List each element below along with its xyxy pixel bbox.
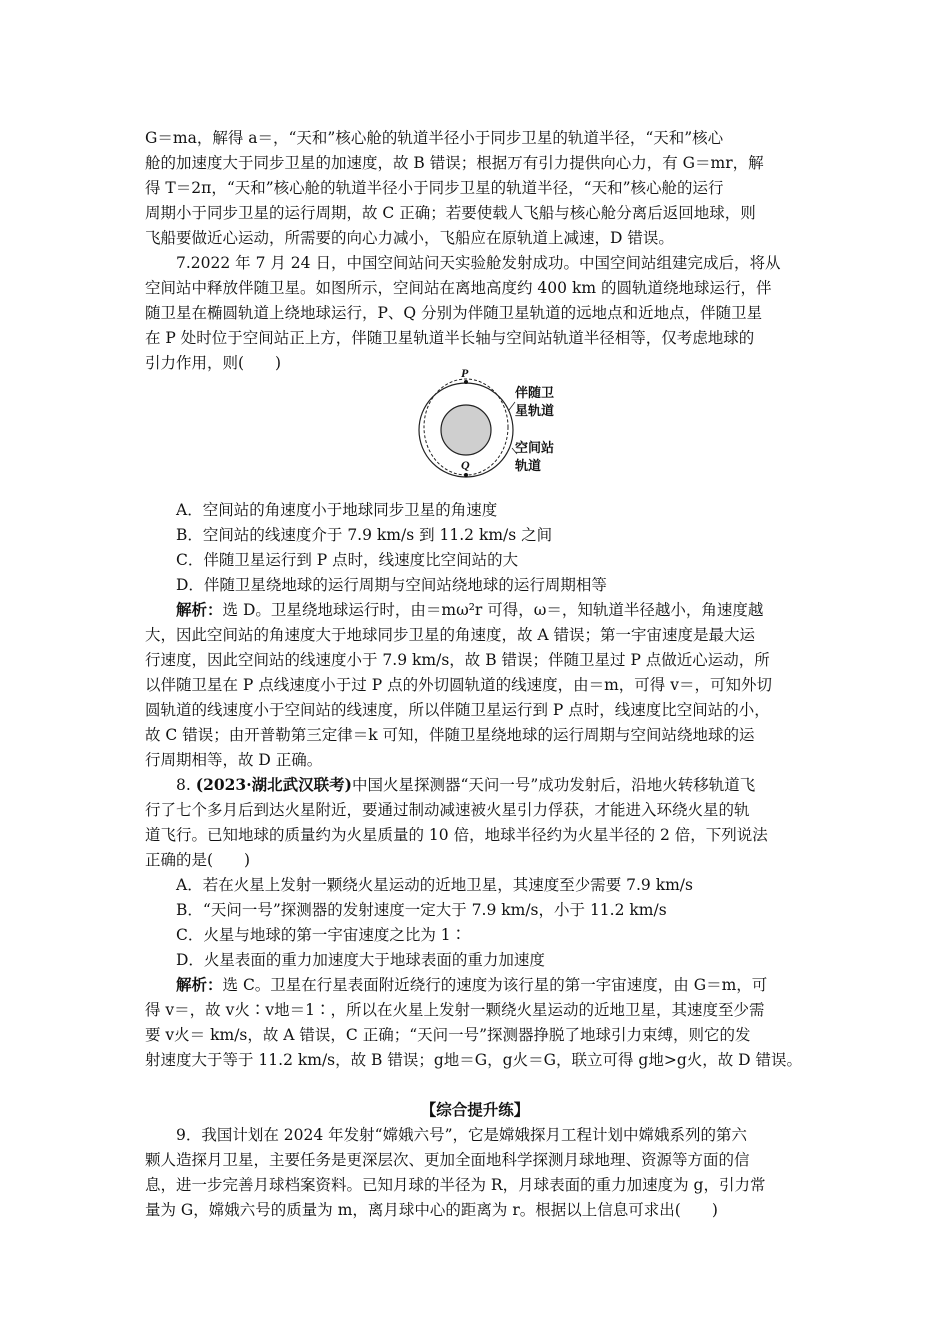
- q8-stem-first: 中国火星探测器“天问一号”成功发射后，沿地火转移轨道飞: [351, 776, 756, 794]
- solution-label: 解析：: [176, 975, 223, 994]
- q7-stem-line: 在 P 处时位于空间站正上方，伴随卫星轨道半长轴与空间站轨道半径相等，仅考虑地球的: [145, 329, 755, 347]
- q8-solution-line: 要 v火＝ km/s，故 A 错误，C 正确；“天问一号”探测器挣脱了地球引力束缚，则它的发: [145, 1026, 751, 1044]
- q7-stem-line: 随卫星在椭圆轨道上绕地球运行，P、Q 分别为伴随卫星轨道的远地点和近地点，伴随卫星: [145, 304, 763, 322]
- prev-solution-line: 舱的加速度大于同步卫星的加速度，故 B 错误；根据万有引力提供向心力，有 G＝mr，解: [145, 154, 764, 172]
- q9-stem-line: 颗人造探月卫星，主要任务是更深层次、更加全面地科学探测月球地理、资源等方面的信: [145, 1151, 750, 1169]
- q7-option-a: A．空间站的角速度小于地球同步卫星的角速度: [176, 501, 498, 519]
- q7-solution-line: [176, 598, 846, 622]
- companion-orbit-label: 星轨道: [515, 404, 555, 419]
- station-orbit-label: 空间站: [515, 441, 555, 456]
- q7-solution-line: 大，因此空间站的角速度大于地球同步卫星的角速度，故 A 错误；第一宇宙速度是最大运: [145, 626, 756, 644]
- q8-option-d: D．火星表面的重力加速度大于地球表面的重力加速度: [176, 951, 545, 969]
- q7-solution-line: 圆轨道的线速度小于空间站的线速度，所以伴随卫星运行到 P 点时，线速度比空间站的小，: [145, 701, 770, 719]
- solution-label: 解析：: [176, 600, 223, 619]
- q8-option-c: C．火星与地球的第一宇宙速度之比为 1∶: [176, 926, 467, 944]
- q8-solution-line: 得 v＝，故 v火∶v地＝1∶，所以在火星上发射一颗绕火星运动的近地卫星，其速度至少需: [145, 1001, 765, 1019]
- q7-solution-line: 行周期相等，故 D 正确。: [145, 751, 323, 769]
- q7-solution-line: 故 C 错误；由开普勒第三定律＝k 可知，伴随卫星绕地球的运行周期与空间站绕地球的运: [145, 726, 755, 744]
- q8-solution-line: [176, 973, 846, 997]
- q9-stem-line: 9．我国计划在 2024 年发射“嫦娥六号”，它是嫦娥探月工程计划中嫦娥系列的第六: [176, 1126, 748, 1144]
- q8-stem-line: 行了七个多月后到达火星附近，要通过制动减速被火星引力俘获，才能进入环绕火星的轨: [145, 801, 750, 819]
- q8-number: 8.: [176, 776, 191, 794]
- q7-stem-line: 空间站中释放伴随卫星。如图所示，空间站在离地高度约 400 km 的圆轨道绕地球运行，伴: [145, 279, 772, 297]
- prev-solution-line: G＝ma，解得 a＝，“天和”核心舱的轨道半径小于同步卫星的轨道半径，“天和”核心: [145, 129, 724, 147]
- companion-orbit-label: 伴随卫: [515, 386, 555, 401]
- q7-option-c: C．伴随卫星运行到 P 点时，线速度比空间站的大: [176, 551, 519, 569]
- q8-option-a: A．若在火星上发射一颗绕火星运动的近地卫星，其速度至少需要 7.9 km/s: [176, 876, 693, 894]
- q8-stem-line: [176, 773, 846, 797]
- prev-solution-line: 周期小于同步卫星的运行周期，故 C 正确；若要使载人飞船与核心舱分离后返回地球，则: [145, 204, 756, 222]
- q8-stem-line: 道飞行。已知地球的质量约为火星质量的 10 倍，地球半径约为火星半径的 2 倍，下列说法: [145, 826, 768, 844]
- q8-solution-line: 射速度大于等于 11.2 km/s，故 B 错误；g地＝G，g火＝G，联立可得 g地>g火，故 D 错误。: [145, 1051, 803, 1069]
- q7-stem-line: 7.2022 年 7 月 24 日，中国空间站问天实验舱发射成功。中国空间站组建完成后，将从: [176, 254, 781, 272]
- q8-solution-text: 选 C。卫星在行星表面附近绕行的速度为该行星的第一宇宙速度，由 G＝m，可: [222, 976, 768, 994]
- q7-stem-line: 引力作用，则( ): [145, 354, 282, 372]
- point-q-dot: [464, 473, 468, 477]
- point-p-label: P: [461, 366, 469, 380]
- station-orbit-label: 轨道: [515, 459, 542, 474]
- q9-stem-line: 量为 G，嫦娥六号的质量为 m，离月球中心的距离为 r。根据以上信息可求出( ): [145, 1201, 718, 1219]
- earth: [441, 405, 491, 455]
- point-q-label: Q: [461, 458, 470, 472]
- section-title: 【综合提升练】: [420, 1100, 530, 1119]
- prev-solution-line: 得 T＝2π，“天和”核心舱的轨道半径小于同步卫星的轨道半径，“天和”核心舱的运行: [145, 179, 724, 197]
- q7-solution-text: 选 D。卫星绕地球运行时，由＝mω²r 可得，ω＝，知轨道半径越小，角速度越: [222, 601, 764, 619]
- q7-solution-line: 行速度，因此空间站的线速度小于 7.9 km/s，故 B 错误；伴随卫星过 P 点做近心运动，所: [145, 651, 770, 669]
- q7-option-d: D．伴随卫星绕地球的运行周期与空间站绕地球的运行周期相等: [176, 576, 607, 594]
- q8-option-b: B．“天问一号”探测器的发射速度一定大于 7.9 km/s，小于 11.2 km/s: [176, 901, 667, 919]
- orbit-figure: [418, 366, 568, 482]
- q7-solution-line: 以伴随卫星在 P 点线速度小于过 P 点的外切圆轨道的线速度，由＝m，可得 v＝，可知外切: [145, 676, 772, 694]
- prev-solution-line: 飞船要做近心运动，所需要的向心力减小，飞船应在原轨道上减速，D 错误。: [145, 229, 674, 247]
- q8-source: (2023·湖北武汉联考): [195, 775, 352, 794]
- q7-option-b: B．空间站的线速度介于 7.9 km/s 到 11.2 km/s 之间: [176, 526, 553, 544]
- q8-stem-line: 正确的是( ): [145, 851, 251, 869]
- q9-stem-line: 息，进一步完善月球档案资料。已知月球的半径为 R，月球表面的重力加速度为 g，引力常: [145, 1176, 766, 1194]
